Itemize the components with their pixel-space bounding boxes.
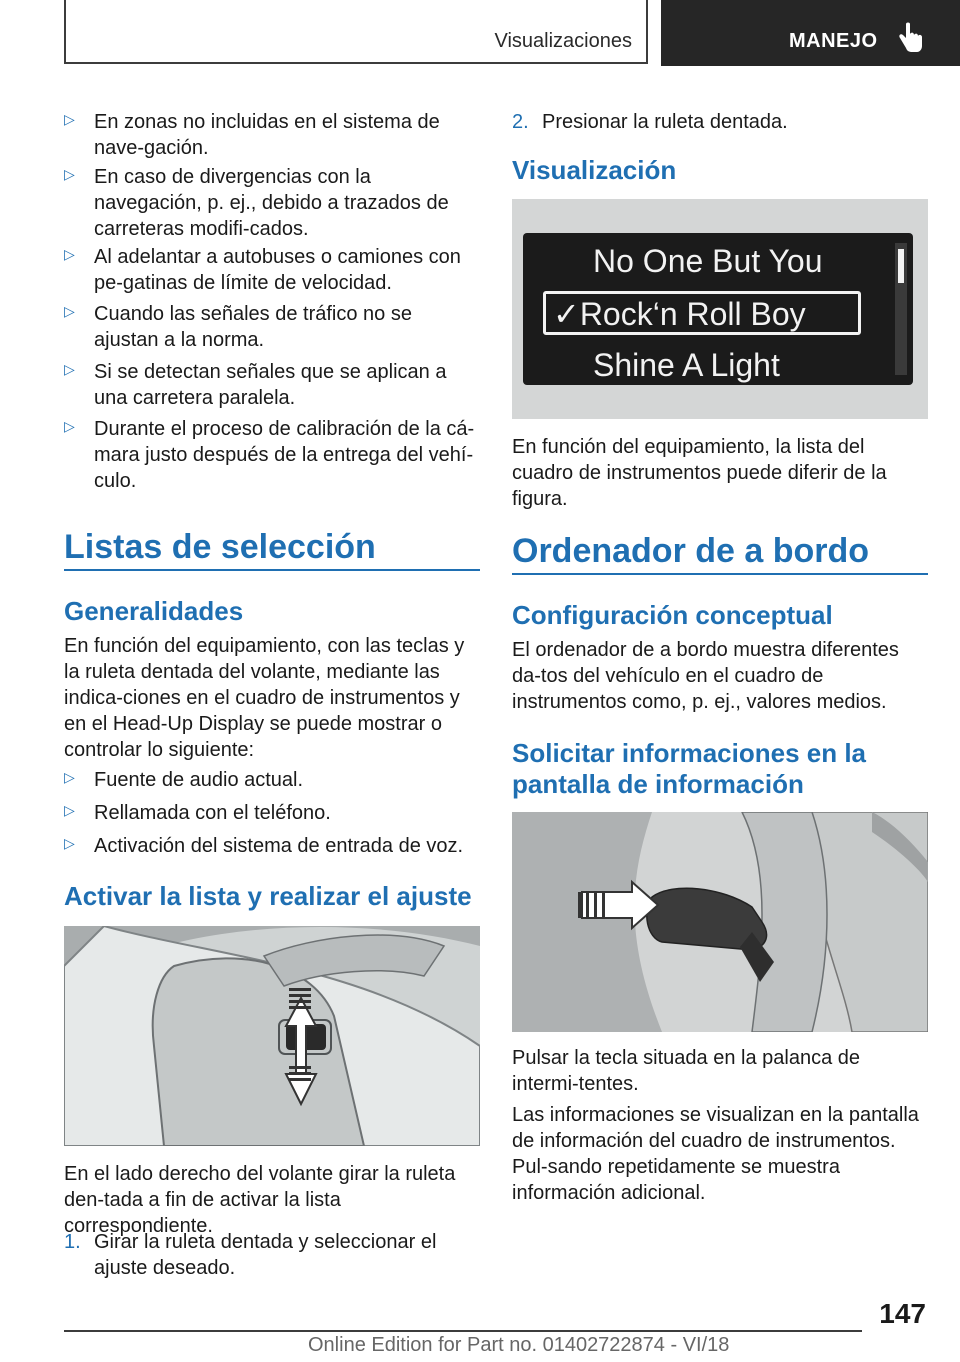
paragraph: Pulsar la tecla situada en la palanca de intermi-tentes. (512, 1047, 861, 1095)
step-text: Presionar la ruleta dentada. (542, 111, 788, 133)
footer-rule (64, 1330, 862, 1332)
triangle-bullet-icon: ▷ (64, 802, 75, 818)
list-item (64, 244, 480, 296)
figure-caption: En el lado derecho del volante girar la ruleta den-tada a fin de activar la lista correspondiente. (64, 1163, 456, 1237)
list-item (64, 359, 480, 411)
subsection-heading: Generalidades (64, 596, 244, 626)
page-number: 147 (879, 1298, 926, 1329)
list-item (64, 164, 480, 242)
triangle-bullet-icon: ▷ (64, 303, 75, 319)
header-section-box (64, 0, 648, 64)
step-number: 1. (64, 1231, 81, 1253)
list-item (64, 109, 480, 161)
display-screen (523, 233, 913, 385)
subsection-heading: Activar la lista y realizar el ajuste (64, 881, 472, 911)
list-item-text: Fuente de audio actual. (94, 769, 304, 791)
list-item-text: En zonas no incluidas en el sistema de nave-gación. (94, 111, 440, 159)
list-item (64, 767, 480, 793)
list-item (64, 833, 480, 859)
heading-rule (512, 573, 928, 575)
step-item (64, 1229, 480, 1281)
section-heading: Ordenador de a bordo (512, 532, 870, 570)
subsection-heading: Solicitar informaciones en la pantalla de información (512, 738, 866, 799)
header-chapter-tab (661, 0, 960, 66)
triangle-bullet-icon: ▷ (64, 361, 75, 377)
section-heading: Listas de selección (64, 528, 376, 566)
list-item (64, 416, 480, 494)
list-item-text: Cuando las señales de tráfico no se ajustan a la norma. (94, 303, 412, 351)
step-text: Girar la ruleta dentada y seleccionar el ajuste deseado. (94, 1231, 437, 1279)
list-item-text: Al adelantar a autobuses o camiones con pe-gatinas de límite de velocidad. (94, 246, 461, 294)
display-list-item-selected: ✓Rock‘n Roll Boy (553, 296, 806, 332)
step-number: 2. (512, 111, 529, 133)
list-item-text: Activación del sistema de entrada de voz. (94, 835, 464, 857)
triangle-bullet-icon: ▷ (64, 246, 75, 262)
display-scrollbar-thumb (898, 249, 904, 283)
page-header (0, 0, 960, 66)
header-chapter-label: MANEJO (789, 30, 878, 52)
display-list-item: Shine A Light (593, 347, 780, 383)
triangle-bullet-icon: ▷ (64, 418, 75, 434)
triangle-bullet-icon: ▷ (64, 166, 75, 182)
display-list-item: No One But You (593, 243, 823, 279)
turn-signal-lever-figure (512, 812, 928, 1032)
paragraph: El ordenador de a bordo muestra diferentes da-tos del vehículo en el cuadro de instrumentos como, p. ej., valores medios. (512, 639, 899, 713)
triangle-bullet-icon: ▷ (64, 769, 75, 785)
heading-rule (64, 569, 480, 571)
display-scrollbar (895, 243, 907, 375)
paragraph: Las informaciones se visualizan en la pantalla de información del cuadro de instrumentos. Pul-sando repetidamente se muestra información adicional. (512, 1104, 919, 1204)
steering-wheel-figure (64, 926, 480, 1146)
header-section-title: Visualizaciones (494, 30, 632, 52)
list-item (64, 301, 480, 353)
display-figure (512, 199, 928, 419)
list-item-text: En caso de divergencias con la navegación, p. ej., debido a trazados de carreteras modifi-cados. (94, 166, 449, 240)
list-item-text: Durante el proceso de calibración de la cá-mara justo después de la entrega del vehí-culo. (94, 418, 475, 492)
subsection-heading: Visualización (512, 155, 677, 185)
list-item-text: Rellamada con el teléfono. (94, 802, 331, 824)
list-item-text: Si se detectan señales que se aplican a una carretera paralela. (94, 361, 447, 409)
hand-pointer-icon (897, 22, 923, 54)
paragraph: En función del equipamiento, con las teclas y la ruleta dentada del volante, mediante las indica-ciones en el cuadro de instrumentos y en el Head-Up Display se puede mostrar o controlar lo siguiente: (64, 635, 465, 761)
step-item (512, 109, 928, 135)
subsection-heading: Configuración conceptual (512, 600, 833, 630)
figure-caption: En función del equipamiento, la lista del cuadro de instrumentos puede diferir de la figura. (512, 436, 887, 510)
triangle-bullet-icon: ▷ (64, 111, 75, 127)
footer-edition: Online Edition for Part no. 01402722874 - VI/18 (308, 1334, 730, 1356)
list-item (64, 800, 480, 826)
triangle-bullet-icon: ▷ (64, 835, 75, 851)
